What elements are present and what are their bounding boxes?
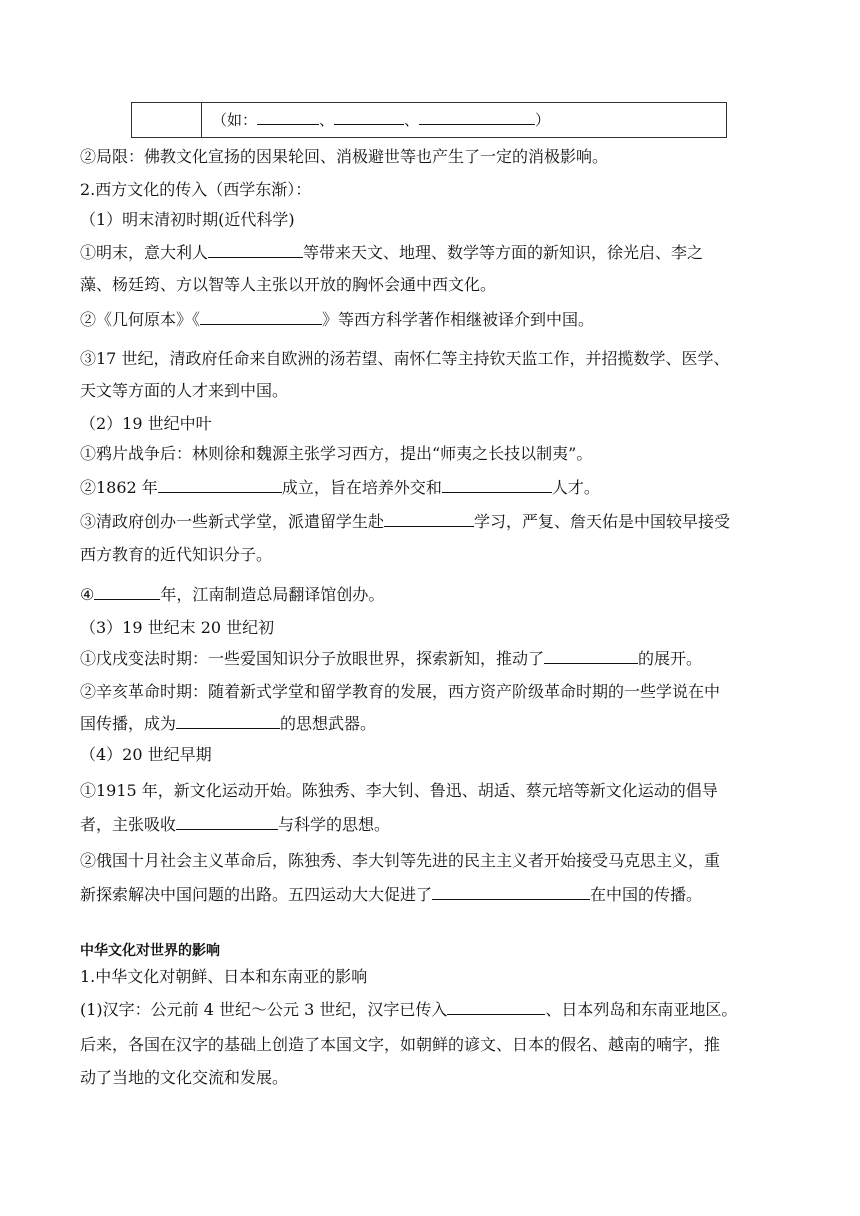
cell-text: 、 bbox=[319, 111, 335, 129]
blank-field[interactable] bbox=[432, 885, 590, 900]
sub-heading: （4）20 世纪早期 bbox=[80, 745, 212, 764]
text-line: ③17 世纪，清政府任命来自欧洲的汤若望、南怀仁等主持钦天监工作，并招揽数学、医学、 bbox=[80, 349, 730, 368]
section-heading: 1.中华文化对朝鲜、日本和东南亚的影响 bbox=[80, 967, 368, 986]
text-line: ④ 年，江南制造总局翻译馆创办。 bbox=[80, 585, 385, 604]
sub-heading: （1）明末清初时期(近代科学) bbox=[80, 210, 295, 229]
blank-field[interactable] bbox=[158, 478, 282, 493]
blank-field[interactable] bbox=[208, 243, 303, 258]
blank-field[interactable] bbox=[257, 110, 319, 125]
text-line: 动了当地的文化交流和发展。 bbox=[80, 1068, 289, 1087]
text-line: 国传播，成为 的思想武器。 bbox=[80, 714, 377, 733]
cell-text: ） bbox=[535, 111, 551, 129]
text-line: 新探索解决中国问题的出路。五四运动大大促进了 在中国的传播。 bbox=[80, 885, 703, 904]
text-line: ①鸦片战争后：林则徐和魏源主张学习西方，提出“师夷之长技以制夷”。 bbox=[80, 444, 593, 463]
text-line: ①明末，意大利人 等带来天文、地理、数学等方面的新知识，徐光启、李之 bbox=[80, 243, 704, 262]
sub-heading: （3）19 世纪末 20 世纪初 bbox=[80, 618, 275, 637]
text-line: ①戊戌变法时期：一些爱国知识分子放眼世界，探索新知，推动了 的展开。 bbox=[80, 649, 703, 668]
text-line: 后来，各国在汉字的基础上创造了本国文字，如朝鲜的谚文、日本的假名、越南的喃字，推 bbox=[80, 1035, 721, 1054]
blank-field[interactable] bbox=[442, 478, 552, 493]
text-line: ③清政府创办一些新式学堂，派遣留学生赴 学习，严复、詹天佑是中国较早接受 bbox=[80, 512, 731, 531]
blank-field[interactable] bbox=[384, 512, 474, 527]
cell-text: 、 bbox=[404, 111, 420, 129]
text-line: 藻、杨廷筠、方以智等人主张以开放的胸怀会通中西文化。 bbox=[80, 275, 497, 294]
table-divider bbox=[201, 103, 202, 137]
text-line: ①1915 年，新文化运动开始。陈独秀、李大钊、鲁迅、胡适、蔡元培等新文化运动的倡导 bbox=[80, 781, 718, 800]
fill-table bbox=[131, 102, 727, 138]
text-line: 者，主张吸收 与科学的思想。 bbox=[80, 815, 391, 834]
section-heading: 2.西方文化的传入（西学东渐）： bbox=[80, 180, 312, 199]
table-cell bbox=[212, 109, 550, 130]
text-line: ②1862 年 成立，旨在培养外交和 人才。 bbox=[80, 478, 600, 497]
blank-field[interactable] bbox=[544, 649, 638, 664]
text-line: ②局限：佛教文化宣扬的因果轮回、消极避世等也产生了一定的消极影响。 bbox=[80, 147, 609, 166]
sub-heading: （2）19 世纪中叶 bbox=[80, 414, 212, 433]
blank-field[interactable] bbox=[200, 310, 322, 325]
blank-field[interactable] bbox=[176, 714, 280, 729]
text-line: (1)汉字：公元前 4 世纪～公元 3 世纪，汉字已传入 、日本列岛和东南亚地区。 bbox=[80, 1000, 738, 1019]
text-line: 天文等方面的人才来到中国。 bbox=[80, 381, 289, 400]
blank-field[interactable] bbox=[447, 1000, 545, 1015]
bold-heading: 中华文化对世界的影响 bbox=[80, 943, 220, 959]
text-line: ②《几何原本》《 》等西方科学著作相继被译介到中国。 bbox=[80, 310, 595, 329]
blank-field[interactable] bbox=[334, 110, 404, 125]
text-line: ②辛亥革命时期：随着新式学堂和留学教育的发展，西方资产阶级革命时期的一些学说在中 bbox=[80, 682, 721, 701]
blank-field[interactable] bbox=[176, 815, 278, 830]
text-line: ②俄国十月社会主义革命后，陈独秀、李大钊等先进的民主主义者开始接受马克思主义，重 bbox=[80, 851, 721, 870]
blank-field[interactable] bbox=[419, 110, 535, 125]
blank-field[interactable] bbox=[94, 585, 160, 600]
cell-text: （如： bbox=[212, 111, 258, 129]
text-line: 西方教育的近代知识分子。 bbox=[80, 545, 273, 564]
